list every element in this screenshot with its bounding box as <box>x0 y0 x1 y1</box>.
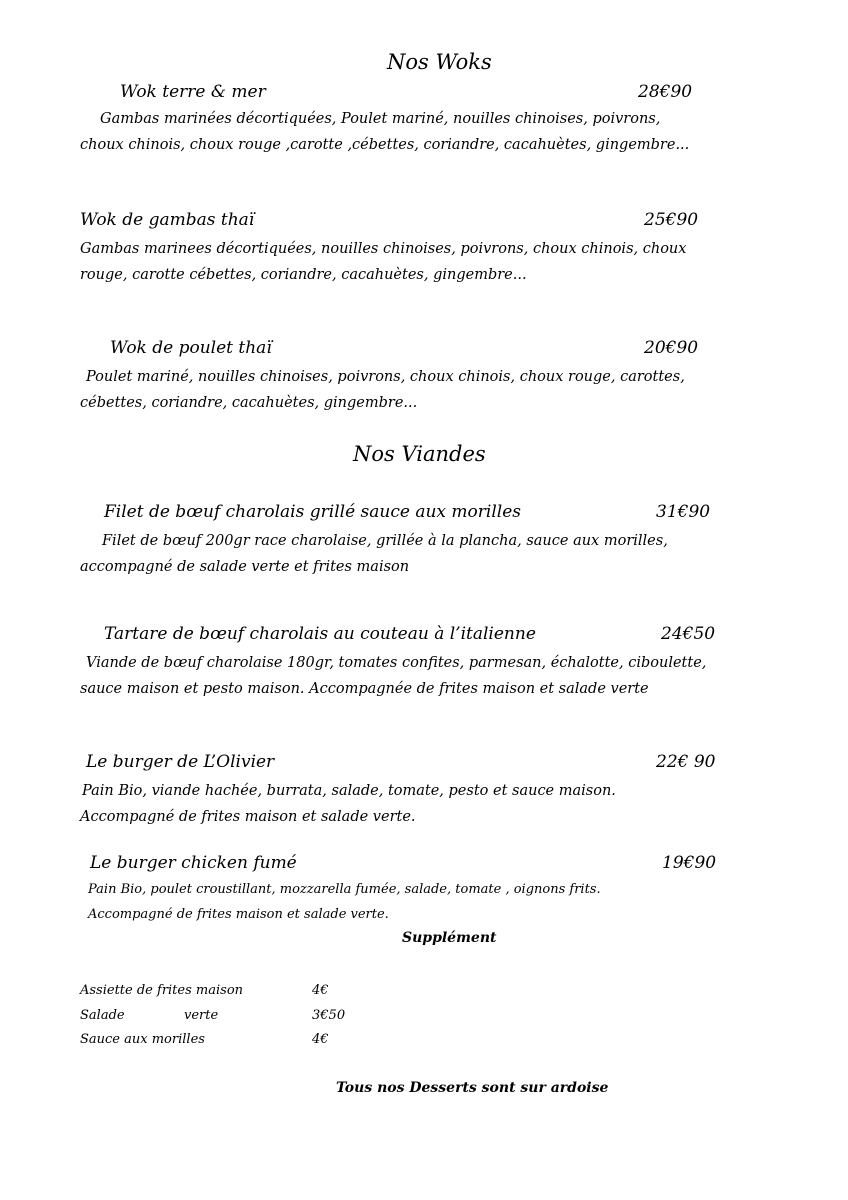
desserts-footer-note: Tous nos Desserts sont sur ardoise <box>336 1080 609 1096</box>
wok-gambas-desc-line1: Gambas marinees décortiquées, nouilles chinoises, poivrons, choux chinois, choux <box>80 241 687 257</box>
wok-poulet-price: 20€90 <box>644 338 699 358</box>
tartare-boeuf-desc-line2: sauce maison et pesto maison. Accompagnée de frites maison et salade verte <box>80 681 649 697</box>
wok-poulet-desc-line2: cébettes, coriandre, cacahuètes, gingembre... <box>80 395 418 411</box>
supplement-sauce-price: 4€ <box>312 1032 329 1047</box>
supplement-frites-name: Assiette de frites maison <box>80 983 244 998</box>
filet-boeuf-desc-line1: Filet de bœuf 200gr race charolaise, grillée à la plancha, sauce aux morilles, <box>102 533 668 549</box>
section-title-viandes: Nos Viandes <box>353 442 486 466</box>
supplement-frites-price: 4€ <box>312 983 329 998</box>
wok-gambas-desc-line2: rouge, carotte cébettes, coriandre, cacahuètes, gingembre... <box>80 267 527 283</box>
filet-boeuf-price: 31€90 <box>656 502 711 522</box>
filet-boeuf-desc-line2: accompagné de salade verte et frites maison <box>80 559 410 575</box>
tartare-boeuf-price: 24€50 <box>661 624 716 644</box>
burger-olivier-name: Le burger de L’Olivier <box>86 752 275 772</box>
section-title-woks: Nos Woks <box>387 50 492 74</box>
burger-chicken-name: Le burger chicken fumé <box>90 853 297 873</box>
wok-terre-mer-name: Wok terre & mer <box>120 82 266 102</box>
burger-olivier-desc-line1: Pain Bio, viande hachée, burrata, salade, tomate, pesto et sauce maison. <box>82 783 616 799</box>
supplement-salade-name2: verte <box>184 1008 219 1023</box>
wok-gambas-price: 25€90 <box>644 210 699 230</box>
filet-boeuf-name: Filet de bœuf charolais grillé sauce aux morilles <box>104 502 521 522</box>
tartare-boeuf-desc-line1: Viande de bœuf charolaise 180gr, tomates confites, parmesan, échalotte, ciboulette, <box>86 655 707 671</box>
burger-chicken-price: 19€90 <box>662 853 717 873</box>
supplement-sauce-name: Sauce aux morilles <box>80 1032 205 1047</box>
burger-chicken-desc-line2: Accompagné de frites maison et salade verte. <box>88 907 389 922</box>
wok-terre-mer-desc-line1: Gambas marinées décortiquées, Poulet mariné, nouilles chinoises, poivrons, <box>100 111 661 127</box>
burger-chicken-desc-line1: Pain Bio, poulet croustillant, mozzarella fumée, salade, tomate , oignons frits. <box>88 882 601 897</box>
wok-terre-mer-desc-line2: choux chinois, choux rouge ,carotte ,cébettes, coriandre, cacahuètes, gingembre... <box>80 137 690 153</box>
supplement-salade-price: 3€50 <box>312 1008 346 1023</box>
tartare-boeuf-name: Tartare de bœuf charolais au couteau à l’italienne <box>104 624 536 644</box>
wok-poulet-desc-line1: Poulet mariné, nouilles chinoises, poivrons, choux chinois, choux rouge, carottes, <box>86 369 685 385</box>
burger-olivier-price: 22€ 90 <box>656 752 716 772</box>
wok-gambas-name: Wok de gambas thaï <box>80 210 255 230</box>
burger-olivier-desc-line2: Accompagné de frites maison et salade verte. <box>80 809 416 825</box>
supplement-title: Supplément <box>402 930 497 946</box>
wok-terre-mer-price: 28€90 <box>638 82 693 102</box>
wok-poulet-name: Wok de poulet thaï <box>110 338 272 358</box>
supplement-salade-name: Salade <box>80 1008 125 1023</box>
